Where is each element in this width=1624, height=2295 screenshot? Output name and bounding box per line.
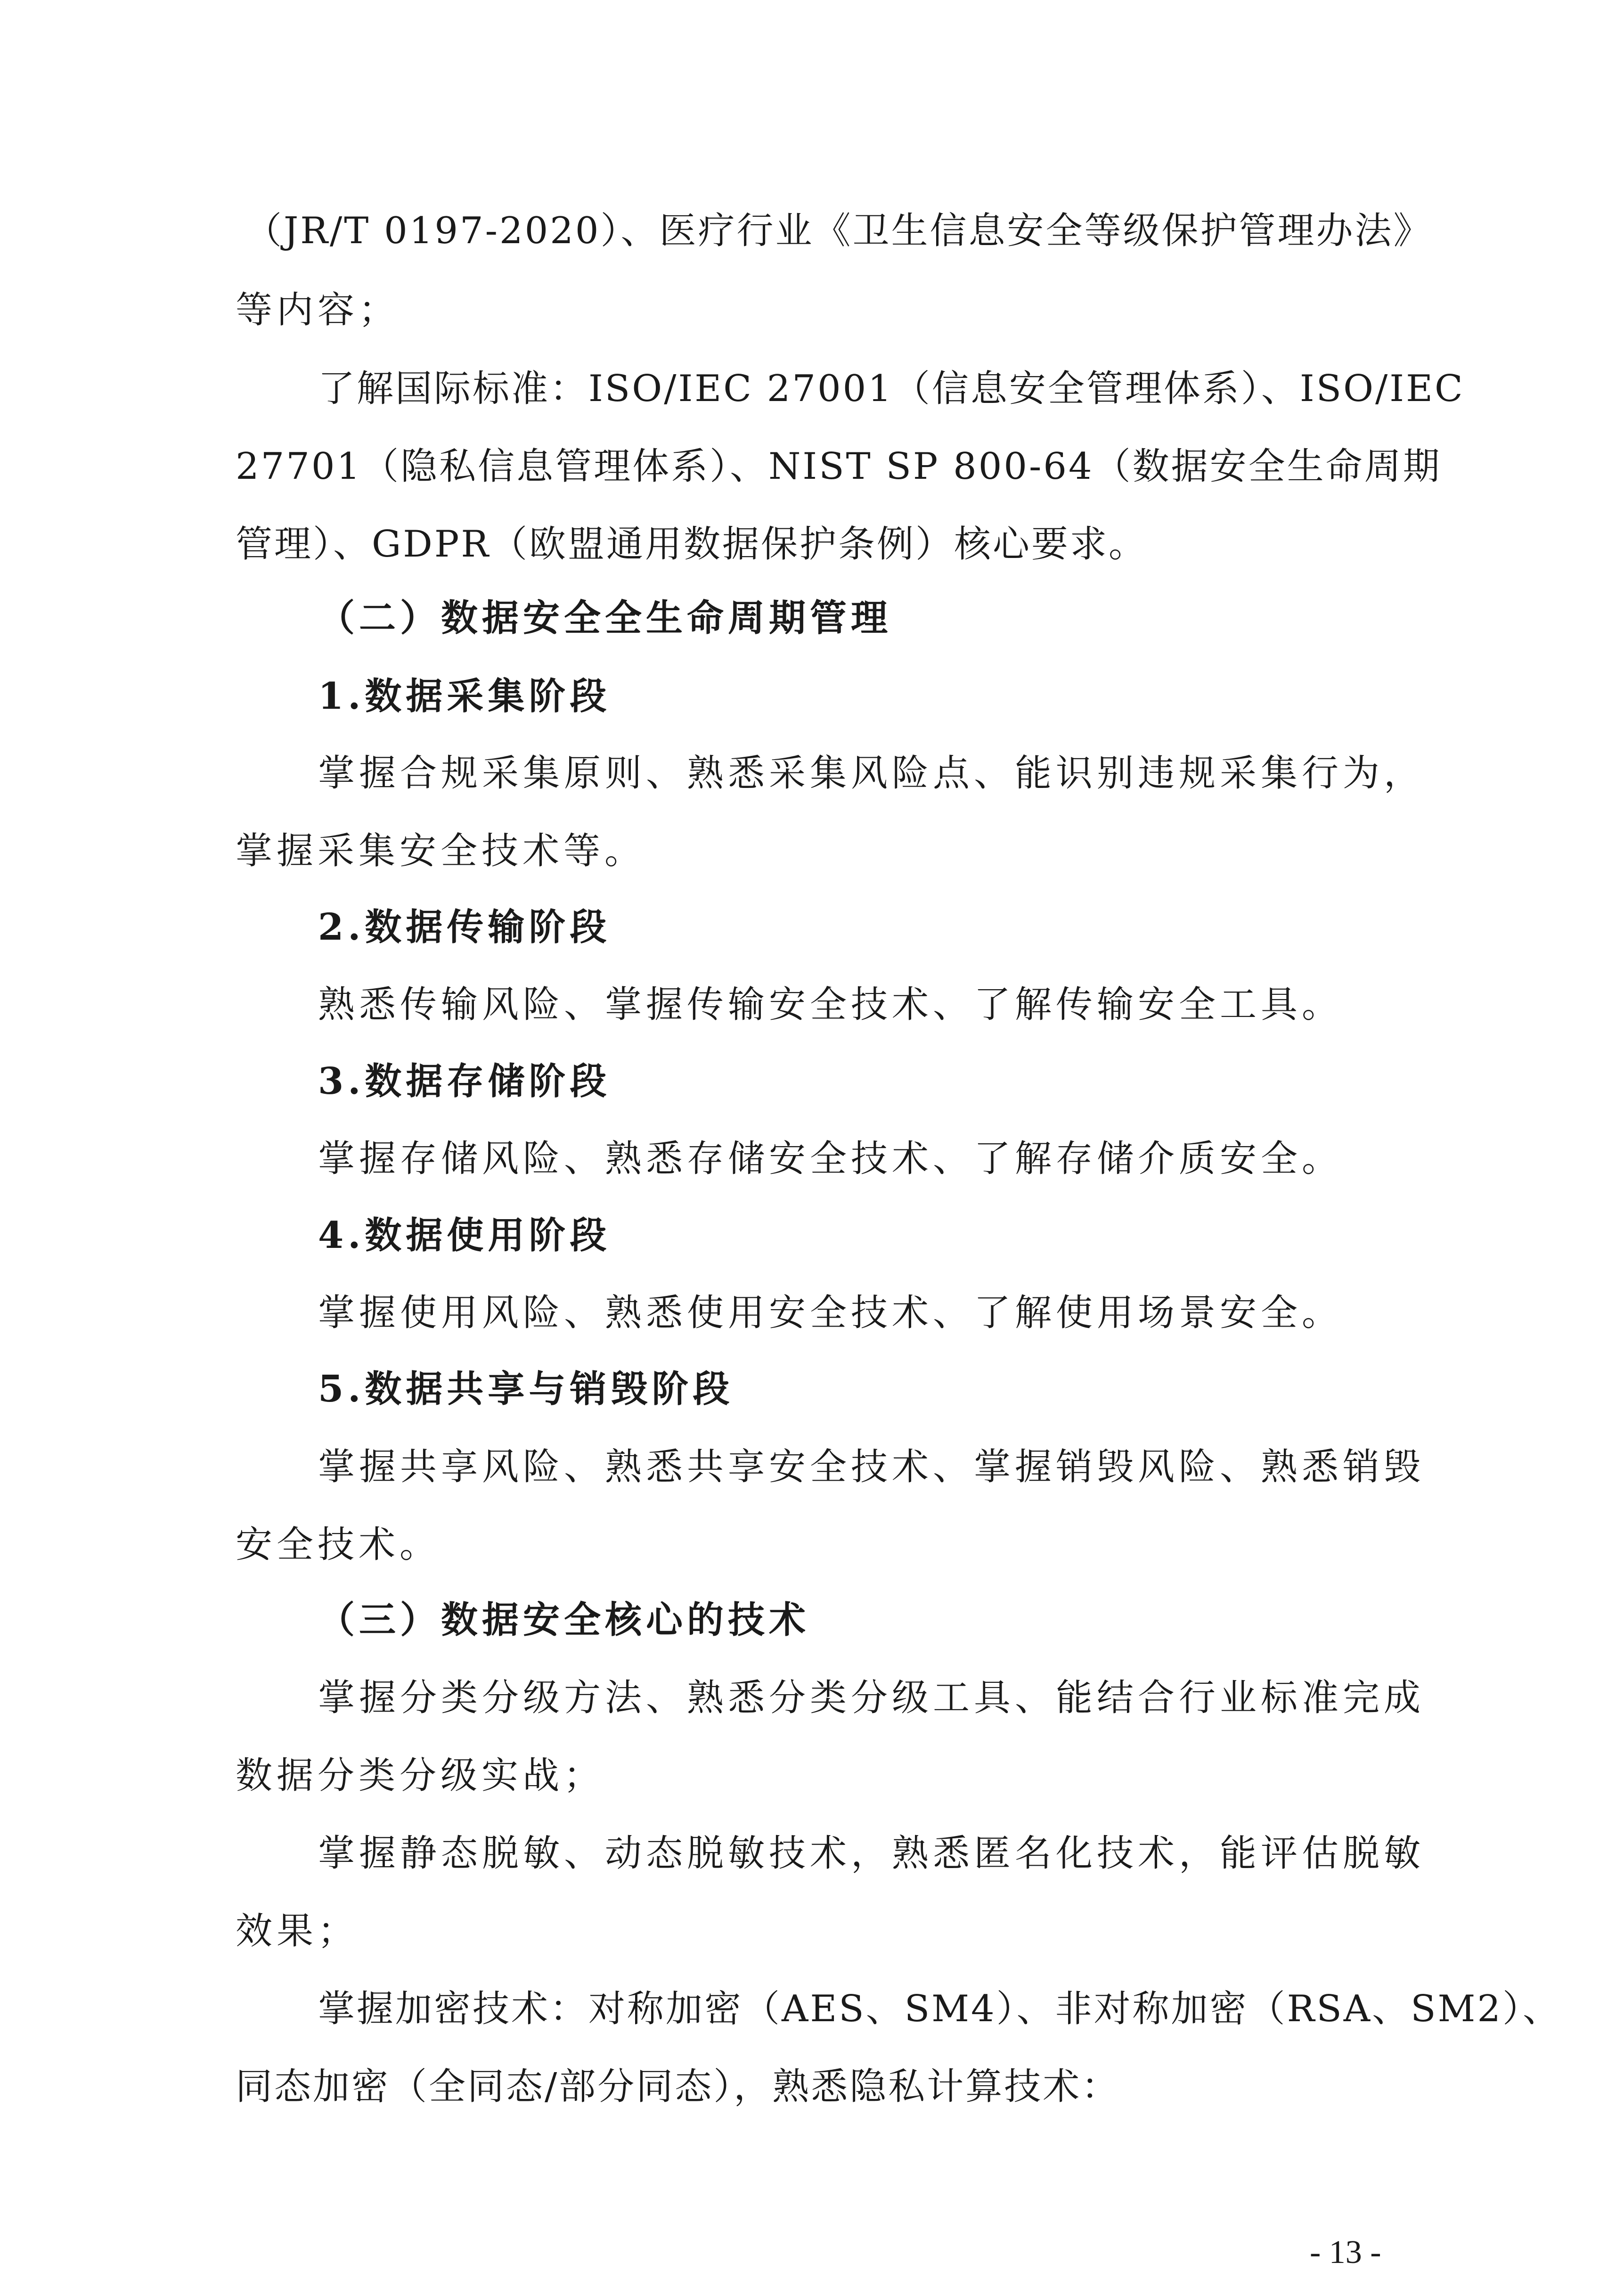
body-text-line: 掌握共享风险、熟悉共享安全技术、掌握销毁风险、熟悉销毁	[318, 1446, 1425, 1488]
body-text-line: 掌握采集安全技术等。	[236, 830, 646, 872]
body-text-line: 掌握加密技术：对称加密（AES、SM4）、非对称加密（RSA、SM2）、	[318, 1988, 1562, 2030]
body-text-line: 等内容；	[236, 289, 400, 331]
subsection-heading: 5.数据共享与销毁阶段	[318, 1368, 734, 1410]
body-text-line: 掌握使用风险、熟悉使用安全技术、了解使用场景安全。	[318, 1292, 1343, 1334]
section-heading: （二）数据安全全生命周期管理	[318, 597, 892, 639]
body-text-line: 了解国际标准：ISO/IEC 27001（信息安全管理体系）、ISO/IEC	[318, 368, 1465, 410]
body-text-line: 掌握存储风险、熟悉存储安全技术、了解存储介质安全。	[318, 1138, 1343, 1180]
body-text-line: 数据分类分级实战；	[236, 1754, 605, 1797]
body-text-line: 管理）、GDPR（欧盟通用数据保护条例）核心要求。	[236, 523, 1148, 566]
body-text-line: 掌握合规采集原则、熟悉采集风险点、能识别违规采集行为，	[318, 752, 1425, 795]
page-number: - 13 -	[1310, 2234, 1381, 2270]
body-text-line: 熟悉传输风险、掌握传输安全技术、了解传输安全工具。	[318, 984, 1343, 1026]
body-text-line: 同态加密（全同态/部分同态），熟悉隐私计算技术：	[236, 2066, 1120, 2108]
subsection-heading: 1.数据采集阶段	[318, 675, 611, 718]
body-text-line: 掌握分类分级方法、熟悉分类分级工具、能结合行业标准完成	[318, 1677, 1425, 1719]
body-text-line: 安全技术。	[236, 1524, 441, 1566]
section-heading: （三）数据安全核心的技术	[318, 1598, 810, 1641]
body-text-line: 27701（隐私信息管理体系）、NIST SP 800-64（数据安全生命周期	[236, 445, 1442, 488]
body-text-line: 掌握静态脱敏、动态脱敏技术，熟悉匿名化技术，能评估脱敏	[318, 1832, 1425, 1875]
subsection-heading: 4.数据使用阶段	[318, 1214, 611, 1257]
subsection-heading: 3.数据存储阶段	[318, 1060, 611, 1103]
body-text-line: （JR/T 0197-2020）、医疗行业《卫生信息安全等级保护管理办法》	[245, 210, 1432, 252]
subsection-heading: 2.数据传输阶段	[318, 906, 611, 949]
body-text-line: 效果；	[236, 1910, 359, 1952]
